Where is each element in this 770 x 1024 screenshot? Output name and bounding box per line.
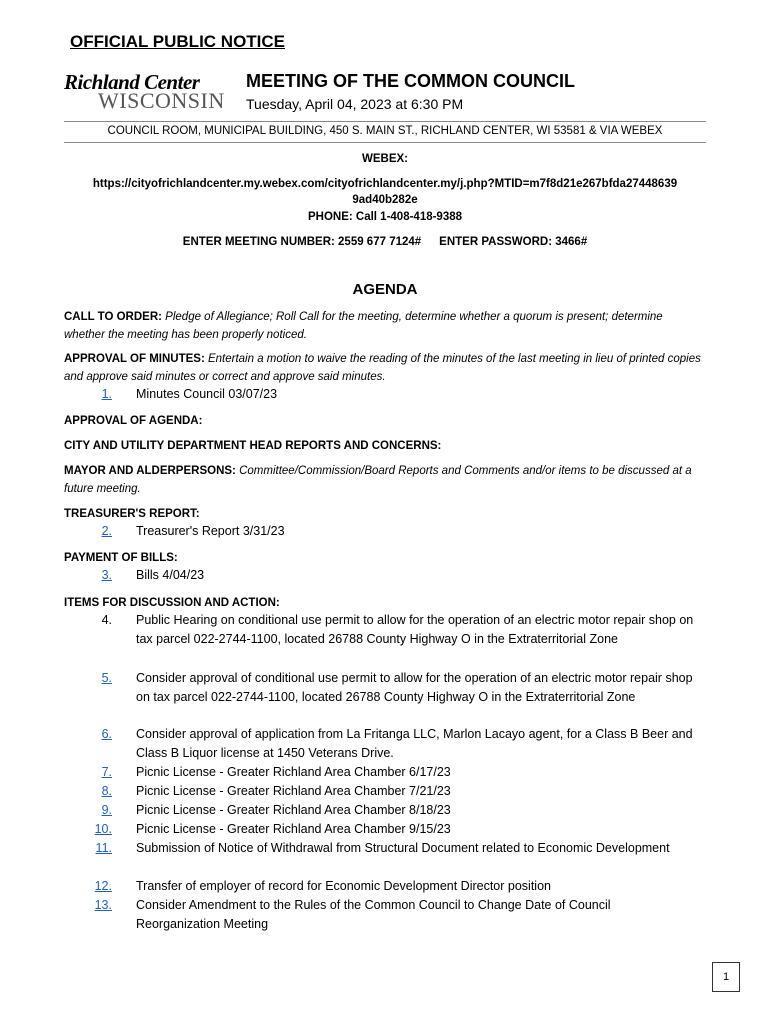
item-link[interactable]: 10. (94, 822, 112, 836)
item-link[interactable]: 6. (101, 727, 112, 741)
dept-reports-label: CITY AND UTILITY DEPARTMENT HEAD REPORTS AND CONCERNS: (64, 440, 442, 452)
mayor-section (64, 462, 704, 498)
phone-number: PHONE: Call 1-408-418-9388 (307, 211, 463, 223)
call-to-order-section (64, 308, 704, 344)
agenda-heading: AGENDA (352, 281, 418, 298)
item-link[interactable]: 11. (95, 841, 112, 855)
item-text: Consider Amendment to the Rules of the Common Council to Change Date of Council Reorganization Meeting (136, 898, 611, 932)
webex-label: WEBEX: (362, 153, 408, 165)
minutes-section (64, 350, 704, 386)
item-link[interactable]: 2. (101, 524, 112, 538)
item-text: Bills 4/04/23 (136, 568, 205, 582)
bills-label: PAYMENT OF BILLS: (64, 552, 178, 564)
item-text: Treasurer's Report 3/31/23 (136, 524, 285, 538)
meeting-number: ENTER MEETING NUMBER: 2559 677 7124# (182, 236, 422, 248)
divider-bottom (64, 142, 706, 143)
divider-top (64, 121, 706, 122)
item-link[interactable]: 8. (101, 784, 112, 798)
item-link[interactable]: 13. (94, 898, 112, 912)
page-number: 1 (712, 962, 740, 992)
item-text: Picnic License - Greater Richland Area Chamber 8/18/23 (136, 803, 451, 817)
item-link[interactable]: 9. (101, 803, 112, 817)
notice-title: OFFICIAL PUBLIC NOTICE (70, 32, 286, 51)
call-to-order-label: CALL TO ORDER: (64, 311, 162, 323)
webex-url-line1[interactable]: https://cityofrichlandcenter.my.webex.com/cityofrichlandcenter.my/j.php?MTID=m7f8d21e267bfda27448639 (92, 178, 678, 190)
item-text: Consider approval of application from La Fritanga LLC, Marlon Lacayo agent, for a Class B Beer and Class B Liquor license at 1450 Veterans Drive. (136, 727, 693, 761)
meeting-credentials (64, 236, 706, 248)
item-link[interactable]: 7. (101, 765, 112, 779)
meeting-location: COUNCIL ROOM, MUNICIPAL BUILDING, 450 S. MAIN ST., RICHLAND CENTER, WI 53581 & VIA WEBEX (107, 125, 663, 137)
treasurer-label: TREASURER'S REPORT: (64, 508, 200, 520)
logo-script-text: Richland Center (64, 70, 200, 94)
city-logo (64, 70, 236, 118)
logo-state-text: WISCONSIN (98, 88, 225, 113)
item-text: Transfer of employer of record for Economic Development Director position (136, 879, 551, 893)
item-text: Public Hearing on conditional use permit to allow for the operation of an electric motor repair shop on tax parcel 022-2744-1100, located 26788 County Highway O in the Extraterritorial Zone (136, 613, 694, 647)
minutes-label: APPROVAL OF MINUTES: (64, 353, 205, 365)
item-text: Picnic License - Greater Richland Area Chamber 9/15/23 (136, 822, 451, 836)
meeting-password: ENTER PASSWORD: 3466# (439, 236, 588, 248)
item-link[interactable]: 1. (101, 387, 112, 401)
item-text: Picnic License - Greater Richland Area Chamber 7/21/23 (136, 784, 451, 798)
mayor-text: Committee/Commission/Board Reports and Comments and/or items to be discussed at a future meeting. (64, 465, 692, 495)
minutes-text: Entertain a motion to waive the reading of the minutes of the last meeting in lieu of printed copies and approve said minutes or correct and approve said minutes. (64, 353, 701, 383)
item-link[interactable]: 12. (94, 879, 112, 893)
item-text: Picnic License - Greater Richland Area Chamber 6/17/23 (136, 765, 451, 779)
discussion-label: ITEMS FOR DISCUSSION AND ACTION: (64, 597, 280, 609)
mayor-label: MAYOR AND ALDERPERSONS: (64, 465, 236, 477)
approval-agenda-label: APPROVAL OF AGENDA: (64, 415, 203, 427)
item-number: 4. (101, 613, 112, 627)
item-text: Submission of Notice of Withdrawal from Structural Document related to Economic Development (136, 841, 670, 855)
meeting-date: Tuesday, April 04, 2023 at 6:30 PM (246, 96, 464, 112)
call-to-order-text: Pledge of Allegiance; Roll Call for the meeting, determine whether a quorum is present; determine whether the meeting has been properly noticed. (64, 311, 663, 341)
item-link[interactable]: 5. (101, 671, 112, 685)
webex-url-line2[interactable]: 9ad40b282e (352, 194, 418, 206)
item-text: Minutes Council 03/07/23 (136, 387, 278, 401)
item-link[interactable]: 3. (101, 568, 112, 582)
item-text: Consider approval of conditional use permit to allow for the operation of an electric motor repair shop on tax parcel 022-2744-1100, located 26788 County Highway O in the Extraterritorial Zone (136, 671, 693, 705)
meeting-title: MEETING OF THE COMMON COUNCIL (246, 71, 575, 91)
